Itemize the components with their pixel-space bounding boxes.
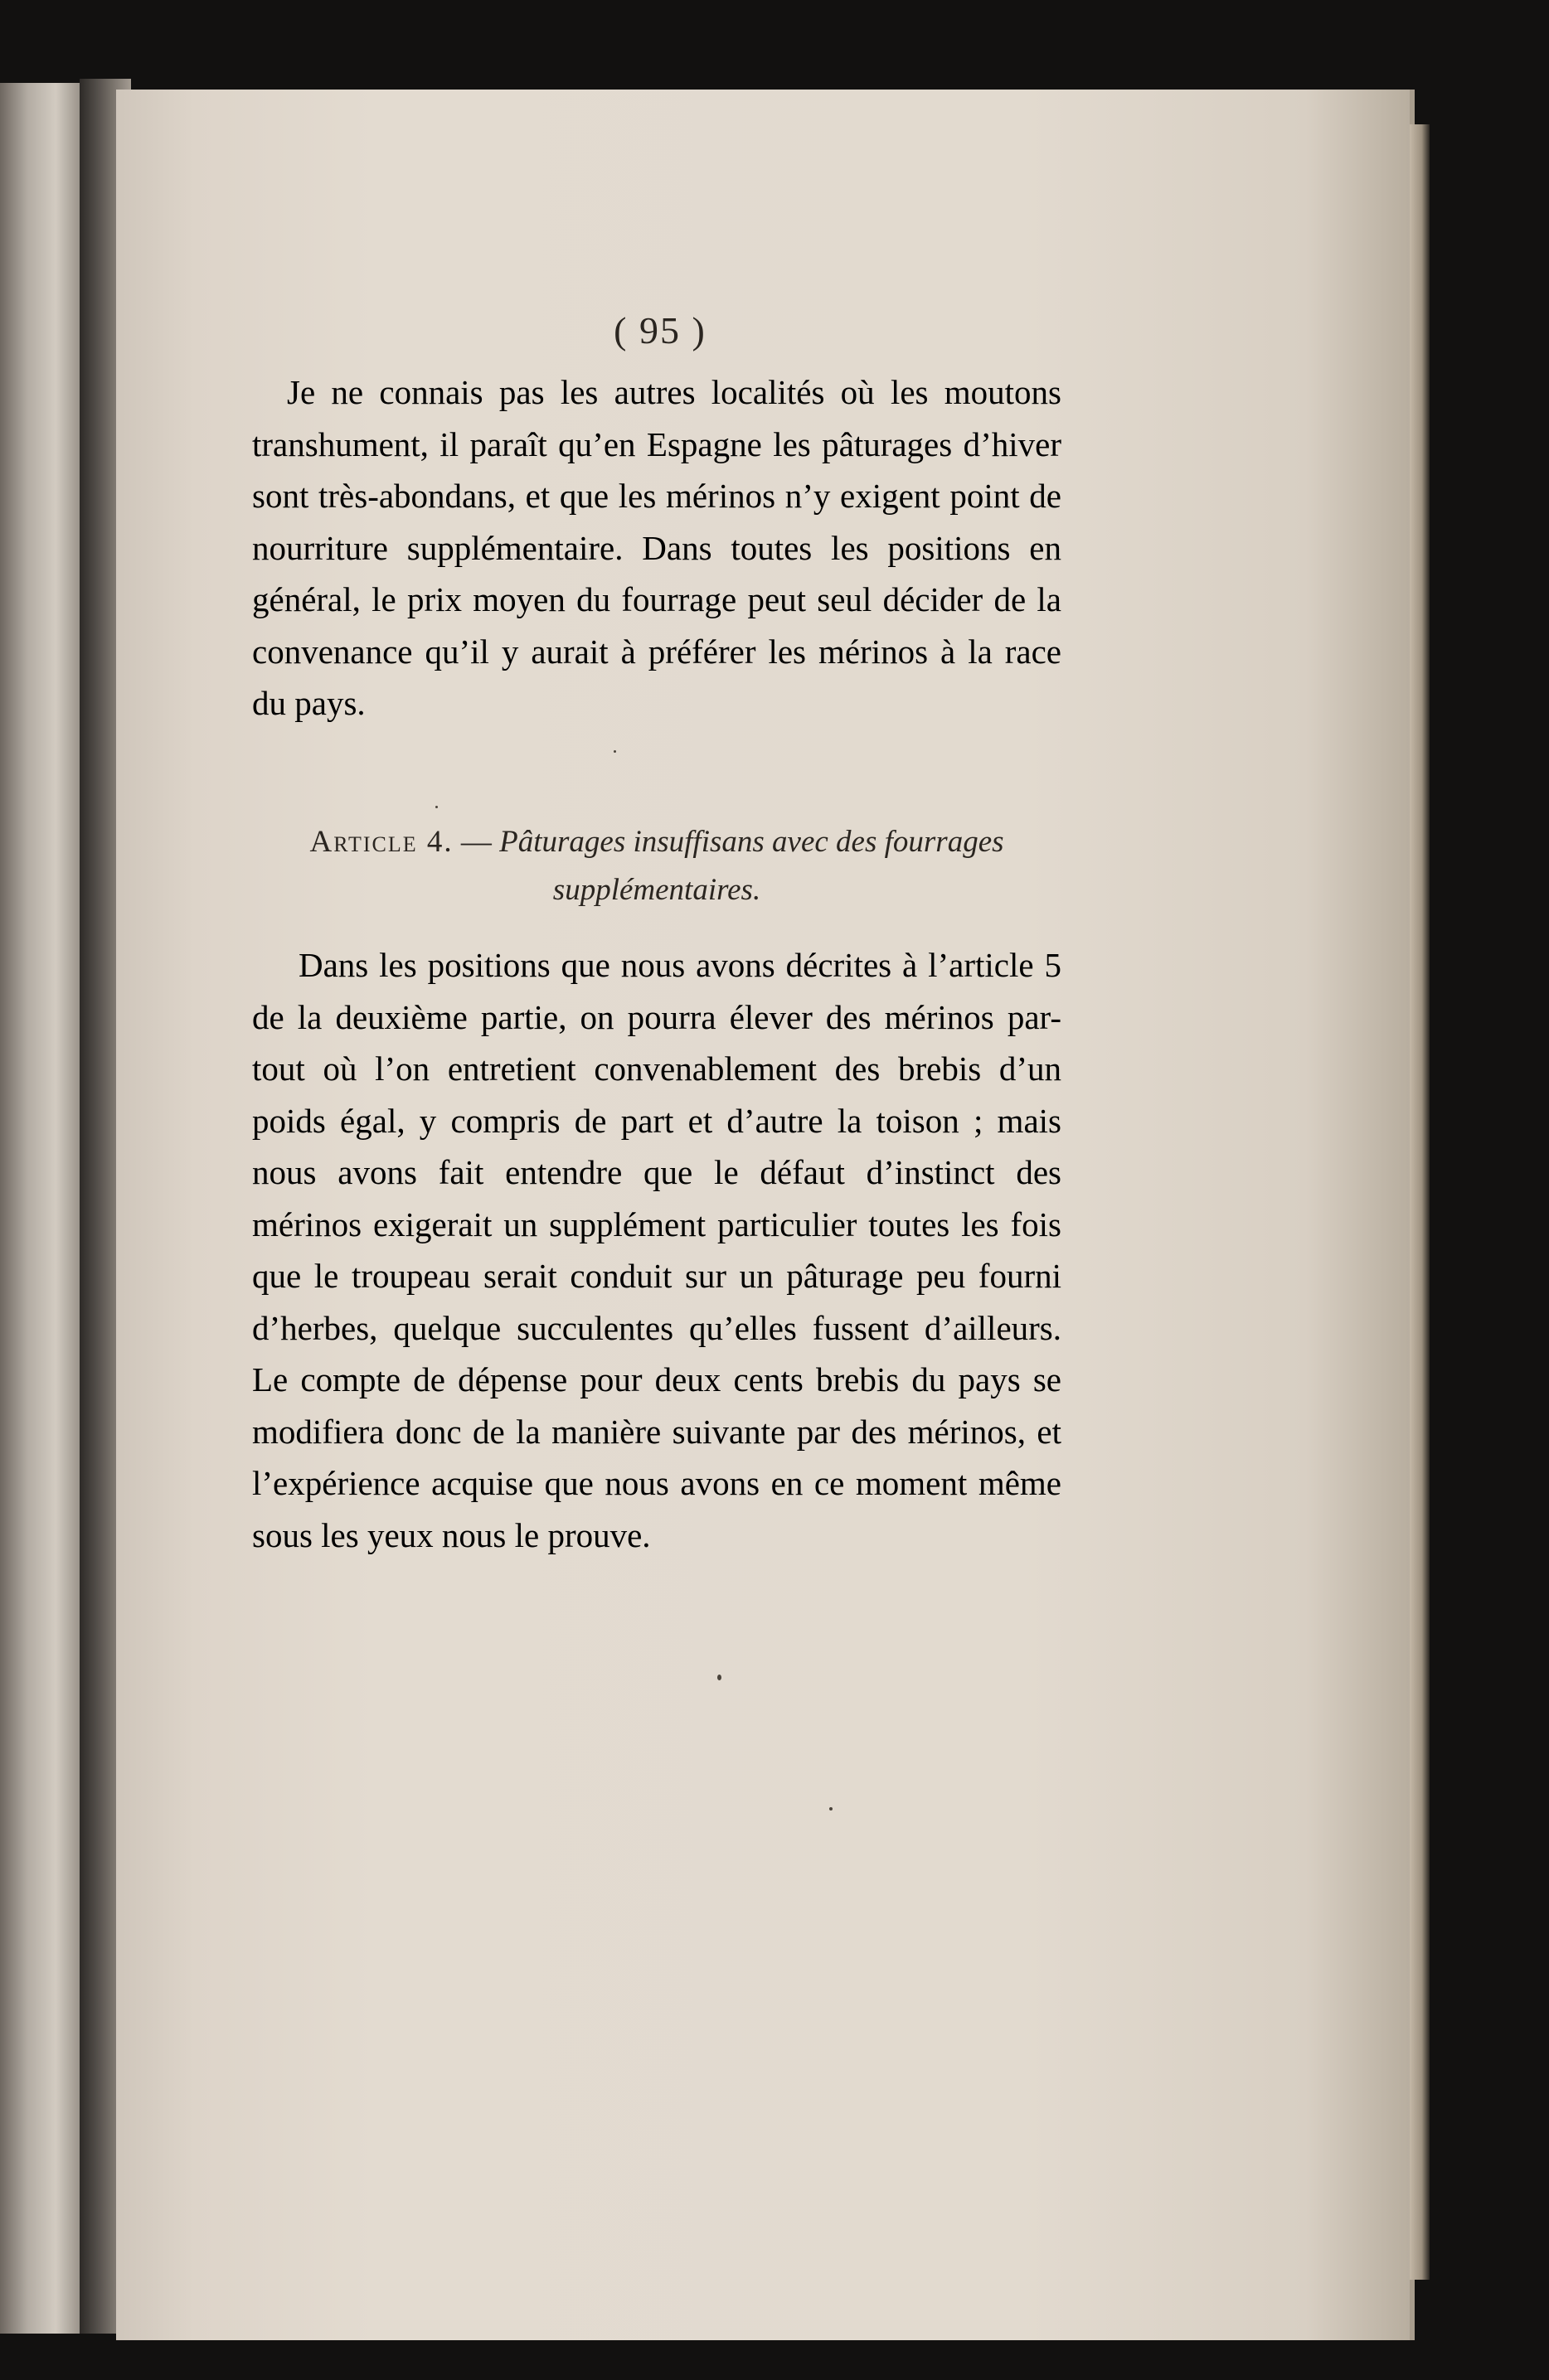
- page-fore-edge: [1410, 124, 1430, 2280]
- article-label: Article 4.: [309, 825, 454, 859]
- paragraph-2: Dans les positions que nous avons décrites à l’article 5 de la deuxième partie, on pourra élever des mérinos par-tout où l’on entretient convenablement des brebis d’un poids égal, y compris de part et d’autre la toison ; mais nous avons fait entendre que le défaut d’instinct des mérinos exigerait un supplément particulier toutes les fois que le troupeau serait conduit sur un pâturage peu fourni d’herbes, quelque succulentes qu’elles fussent d’ailleurs. Le compte de dépense pour deux cents brebis du pays se modifiera donc de la manière suivante par des mérinos, et l’expérience acquise que nous avons en ce moment même sous les yeux nous le prouve.: [252, 946, 1061, 1554]
- previous-page-edge: [0, 83, 80, 2334]
- page-number: ( 95 ): [614, 309, 707, 351]
- article-title: Pâturages insuffisans avec des fourrages supplémentaires.: [499, 825, 1004, 907]
- paragraph-1: Je ne connais pas les autres localités où les moutons transhument, il paraît qu’en Espagne les pâturages d’hiver sont très-abondans, et que les mérinos n’y exigent point de nourriture supplémentaire. Dans toutes les positions en général, le prix moyen du fourrage peut seul décider de la convenance qu’il y aurait à préférer les mérinos à la race du pays.: [252, 373, 1061, 722]
- article-heading: [252, 818, 1061, 914]
- article-dash: —: [460, 825, 492, 859]
